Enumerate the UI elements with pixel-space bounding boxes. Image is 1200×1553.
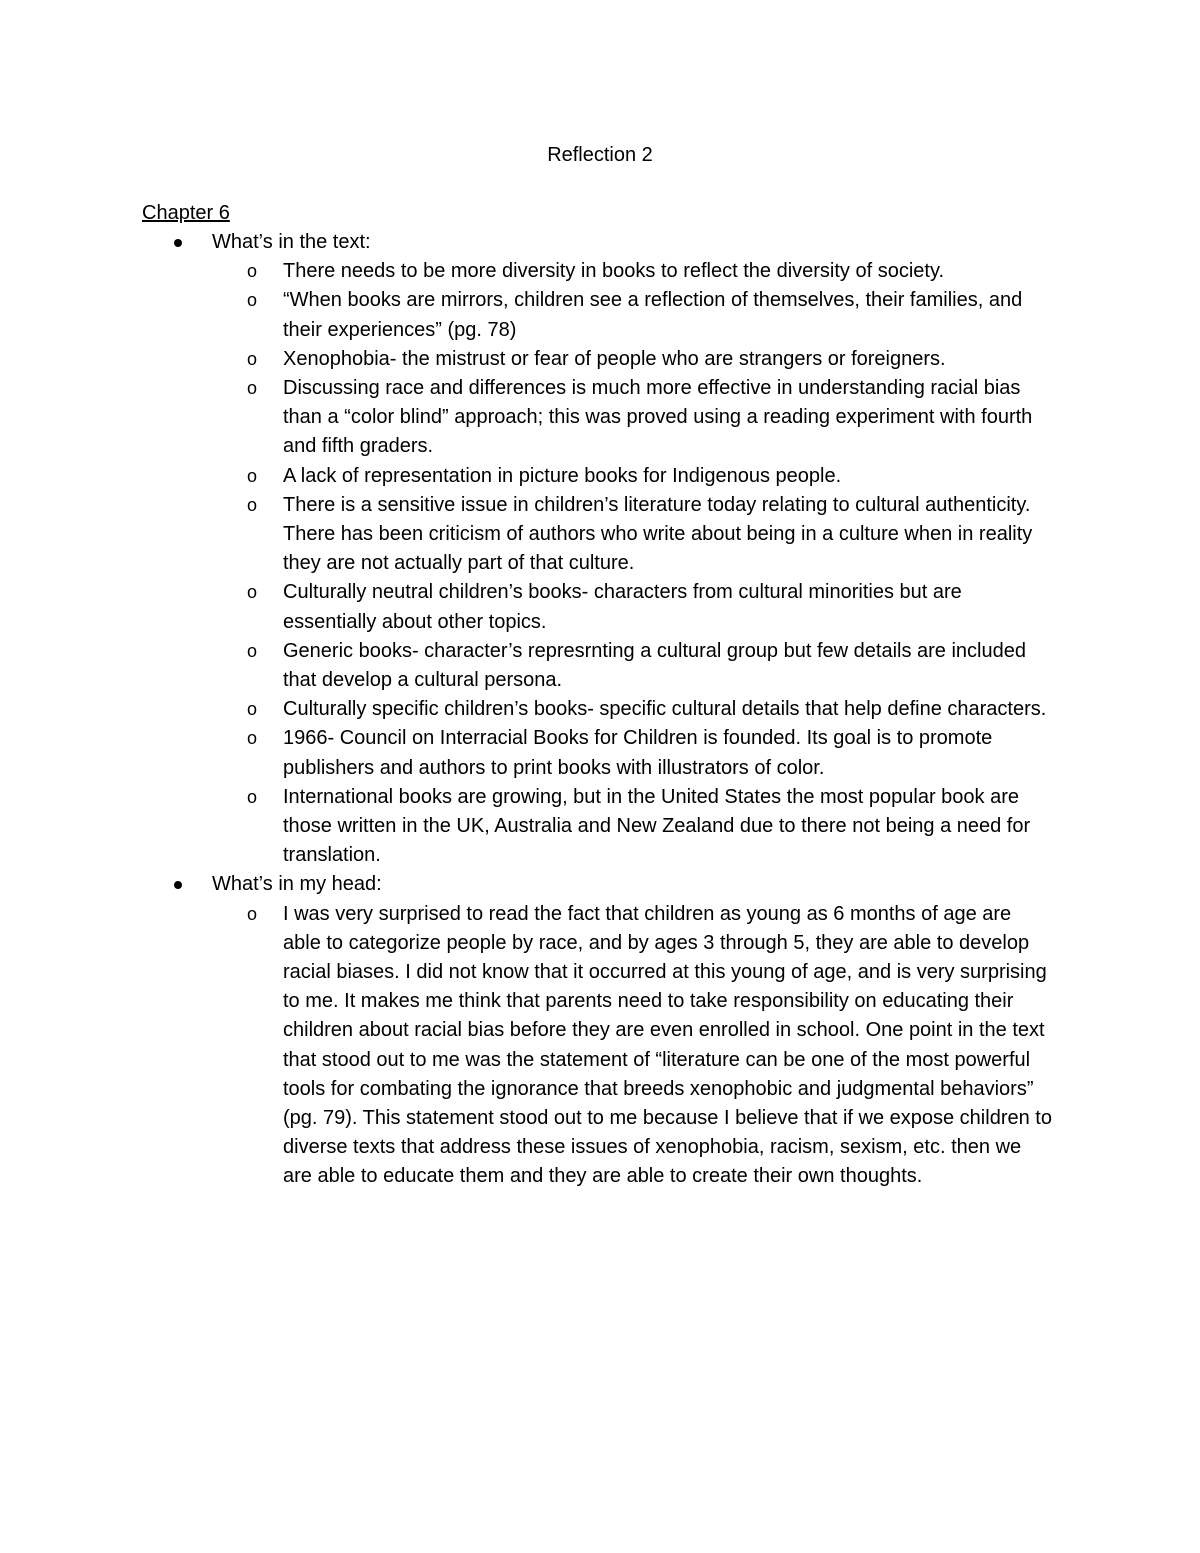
sub-list-item [0,578,1053,636]
bullet-item [0,228,1200,257]
bullet-label: What’s in my head: [212,873,382,896]
sub-item-text: Culturally neutral children’s books- characters from cultural minorities but are essentially about other topics. [283,581,962,633]
sub-list-item [0,286,1053,344]
bullet-item [0,870,1200,899]
sub-list-item [0,783,1053,871]
circle-bullet-icon: o [247,640,258,661]
sub-list-item [0,724,1053,782]
sub-list [0,900,1200,1192]
sub-item-text: 1966- Council on Interracial Books for Children is founded. Its goal is to promote publishers and authors to print books with illustrators of color. [283,727,993,779]
sub-item-text: Generic books- character’s represrnting a cultural group but few details are included that develop a cultural persona. [283,639,1026,692]
sub-item-text: Xenophobia- the mistrust or fear of people who are strangers or foreigners. [283,347,946,370]
circle-bullet-icon: o [247,494,258,515]
sub-list-item [0,695,1053,724]
sub-item-text: Culturally specific children’s books- specific cultural details that help define characters. [283,698,1047,721]
sub-item-text: Discussing race and differences is much more effective in understanding racial bias than a “color blind” approach; this was proved using a reading experiment with fourth and fifth graders. [283,377,1033,458]
circle-bullet-icon: o [247,290,258,311]
sub-item-text: International books are growing, but in the United States the most popular book are those written in the UK, Australia and New Zealand due to there not being a need for translation. [283,785,1031,867]
sub-list [0,257,1200,870]
bullet-dot-icon [174,881,182,889]
circle-bullet-icon: o [247,378,258,398]
bullet-head-section [0,870,1200,1191]
document-body [0,228,1200,1192]
document-title: Reflection 2 [547,144,653,166]
circle-bullet-icon: o [247,786,258,807]
sub-list-item [0,491,1053,579]
circle-bullet-icon: o [247,261,258,282]
circle-bullet-icon: o [247,348,258,369]
sub-list-item [0,374,1053,462]
bullet-label: What’s in the text: [212,231,371,253]
sub-item-text: A lack of representation in picture books for Indigenous people. [283,464,842,487]
sub-list-item [0,462,1053,491]
circle-bullet-icon: o [247,903,258,924]
sub-list-item [0,900,1053,1192]
sub-item-text: There needs to be more diversity in books to reflect the diversity of society. [283,260,945,283]
circle-bullet-icon: o [247,699,258,720]
sub-item-text: “When books are mirrors, children see a reflection of themselves, their families, and their experiences” (pg. 78) [283,289,1023,341]
sub-list-item [0,637,1053,695]
bullet-dot-icon [174,239,182,247]
circle-bullet-icon: o [247,465,258,486]
sub-list-item [0,257,1053,286]
sub-item-text: There is a sensitive issue in children’s literature today relating to cultural authenticity. There has been criticism of authors who write about being in a culture when in reality they are not actually part of that culture. [283,493,1033,575]
sub-list-item [0,345,1053,374]
section-heading: Chapter 6 [142,202,230,224]
circle-bullet-icon: o [247,728,258,749]
bullet-text-section [0,228,1200,870]
sub-item-text: I was very surprised to read the fact that children as young as 6 months of age are able to categorize people by race, and by ages 3 through 5, they are able to develop racial biases. I did not know that it occurred at this young of age, and is very surprising to me. It makes me think that parents need to take responsibility on educating their children about racial bias before they are even enrolled in school. One point in the text that stood out to me was the statement of “literature can be one of the most powerful tools for combating the ignorance that breeds xenophobic and judgmental behaviors” (pg. 79). This statement stood out to me because I believe that if we expose children to diverse texts that address these issues of xenophobia, racism, sexism, etc. then we are able to educate them and they are able to create their own thoughts. [283,902,1052,1188]
circle-bullet-icon: o [247,582,258,603]
